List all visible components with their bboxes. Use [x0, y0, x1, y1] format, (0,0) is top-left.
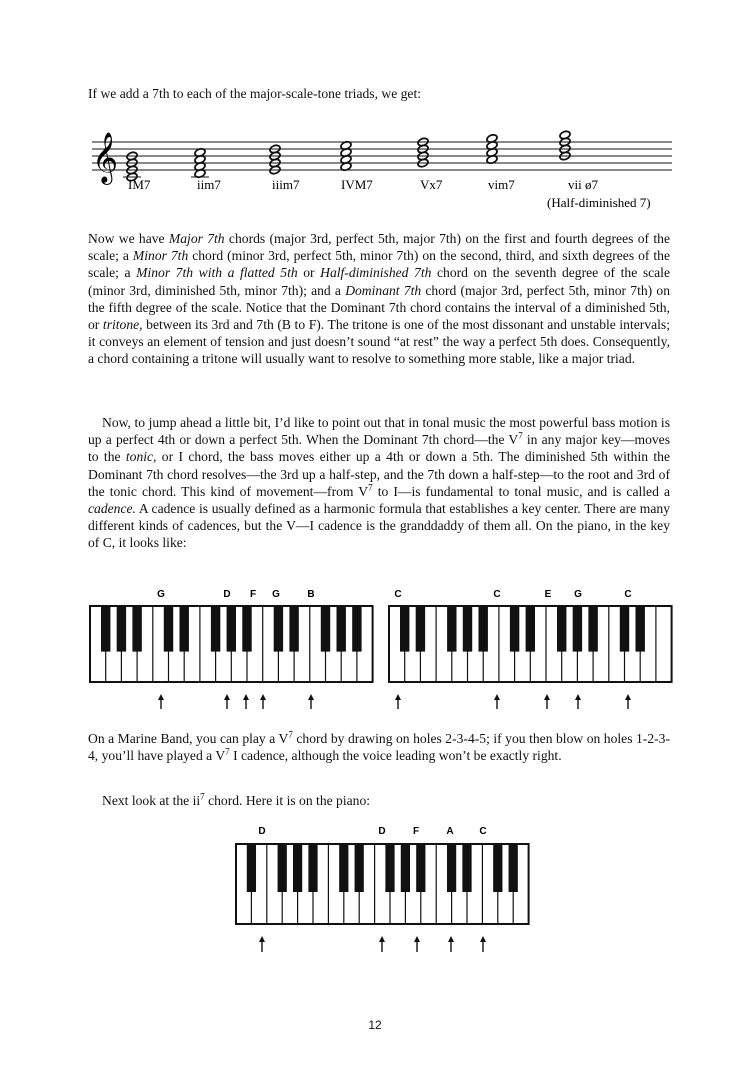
black-key — [247, 844, 256, 892]
staff-lines — [92, 142, 672, 170]
black-key — [416, 606, 425, 652]
text-run: chord (major 3rd, perfect 5th, minor 7th) on the fifth degree of the scale. Notice that the Dominant 7th chord contains the interval of a diminished 5th, or — [88, 282, 670, 333]
note-label: F — [412, 826, 420, 837]
arrow-up-icon — [625, 694, 631, 700]
text-run: to I—is fundamental to tonal music, and is called a — [372, 483, 670, 499]
half-diminished-note: (Half-diminished 7) — [547, 195, 651, 210]
text-run: chords (major 3rd, perfect 5th, major 7th) on the first and fourth degrees of the scale; a — [88, 231, 670, 264]
arrow-up-icon — [395, 694, 401, 700]
piano-keyboard — [235, 818, 530, 953]
paragraph-marine-band — [88, 730, 670, 764]
arrow-up-icon — [544, 694, 550, 700]
chord-label: IVM7 — [341, 177, 373, 192]
black-key — [385, 844, 394, 892]
text-run: Now, to jump ahead a little bit, I’d like to point out that in tonal music the most powerful bass motion is up a perfect 4th or down a perfect 5th. When the Dominant 7th chord—the V — [88, 415, 670, 448]
text-run: A cadence is usually defined as a harmonic formula that establishes a key center. There are many different kinds of cadences, but the V—I cadence is the granddaddy of them all. On the piano, in the key of C, it looks like: — [88, 501, 670, 551]
black-key — [227, 606, 236, 652]
text-run: Now we have — [88, 231, 169, 246]
arrow-up-icon — [158, 694, 164, 700]
black-key — [242, 606, 251, 652]
text-run: Minor 7th with a flatted 5th — [136, 265, 298, 281]
note-label: A — [446, 826, 454, 837]
black-key — [588, 606, 597, 652]
chord-label: vim7 — [488, 177, 515, 192]
arrow-up-icon — [259, 936, 265, 942]
black-key — [132, 606, 141, 652]
text-run: Next look at the ii — [102, 793, 201, 808]
chord-label: iiim7 — [272, 177, 300, 192]
note-label: D — [223, 589, 231, 600]
paragraph-chord-types — [88, 230, 670, 368]
black-key — [620, 606, 629, 652]
paragraph-ii7 — [88, 792, 670, 809]
black-key — [462, 844, 471, 892]
text-run: or I chord, the bass moves either up a 4th or down a 5th. The diminished 5th within the Dominant 7th chord resolves—the 3rd up a half-step, and the 7th down a half-step—to the root and 3rd of the tonic chord. This kind of movement—from V — [88, 449, 671, 499]
chord-label: vii ø7 — [568, 177, 598, 192]
chord-label: Vx7 — [420, 177, 443, 192]
text-run: cadence. — [88, 501, 136, 517]
black-key — [510, 606, 519, 652]
black-key — [289, 606, 298, 652]
black-key — [416, 844, 425, 892]
text-run: Dominant 7th — [345, 282, 422, 298]
black-key — [355, 844, 364, 892]
black-key — [401, 844, 410, 892]
black-key — [447, 606, 456, 652]
note-label: B — [307, 589, 315, 600]
black-key — [293, 844, 302, 892]
black-key — [400, 606, 409, 652]
arrow-up-icon — [448, 936, 454, 942]
text-run: On a Marine Band, you can play a V — [88, 731, 289, 746]
text-run: chord. Here it is on the piano: — [204, 793, 371, 808]
arrow-up-icon — [480, 936, 486, 942]
black-key — [493, 844, 502, 892]
arrow-up-icon — [379, 936, 385, 942]
black-key — [352, 606, 361, 652]
black-key — [447, 844, 456, 892]
text-run: 7 — [288, 729, 293, 740]
black-key — [635, 606, 644, 652]
text-run: Minor 7th — [132, 248, 189, 264]
staff-notation — [88, 118, 678, 213]
black-key — [211, 606, 220, 652]
black-key — [164, 606, 173, 652]
black-key — [573, 606, 582, 652]
text-run: chord on the seventh degree of the scale (minor 3rd, diminished 5th, minor 7th); and a — [88, 265, 670, 298]
text-run: Major 7th — [168, 231, 225, 246]
arrow-up-icon — [308, 694, 314, 700]
text-run: chord (minor 3rd, perfect 5th, minor 7th) on the second, third, and sixth degrees of the scale; a — [88, 248, 670, 281]
black-key — [339, 844, 348, 892]
text-run: in any major key—moves to the — [88, 432, 670, 465]
text-run: 7 — [518, 430, 523, 441]
page-number: 12 — [368, 1018, 382, 1032]
note-label: G — [272, 589, 280, 600]
intro-text: If we add a 7th to each of the major-scale-tone triads, we get: — [88, 86, 422, 101]
text-run: or — [297, 265, 321, 281]
treble-clef-icon: 𝄞 — [92, 133, 119, 182]
note-label: C — [493, 589, 501, 600]
black-key — [463, 606, 472, 652]
black-key — [308, 844, 317, 892]
black-key — [117, 606, 126, 652]
text-run: 7 — [368, 482, 373, 493]
paragraph-cadence — [88, 414, 670, 552]
text-run: Half-diminished 7th — [320, 265, 432, 281]
black-key — [509, 844, 518, 892]
black-key — [321, 606, 330, 652]
text-run: chord by drawing on holes 2-3-4-5; if you then blow on holes 1-2-3-4, you’ll have played a V — [88, 731, 670, 764]
note-label: D — [378, 826, 386, 837]
text-run: tritone, — [102, 317, 143, 333]
note-label: E — [544, 589, 552, 600]
note-label: F — [249, 589, 257, 600]
piano-keyboard — [89, 584, 374, 709]
note-label: C — [624, 589, 632, 600]
text-run: 7 — [225, 746, 230, 757]
arrow-up-icon — [260, 694, 266, 700]
black-key — [478, 606, 487, 652]
note-label: C — [394, 589, 402, 600]
keyboard-v7-chord — [89, 584, 374, 714]
note-label: G — [157, 589, 165, 600]
black-key — [278, 844, 287, 892]
text-run: I cadence, although the voice leading won’t be exactly right. — [229, 748, 562, 764]
black-key — [557, 606, 566, 652]
piano-keyboard — [388, 584, 673, 709]
black-key — [336, 606, 345, 652]
note-label: G — [574, 589, 582, 600]
chord-label: iim7 — [197, 177, 221, 192]
note-label: D — [258, 826, 266, 837]
arrow-up-icon — [414, 936, 420, 942]
arrow-up-icon — [494, 694, 500, 700]
black-key — [274, 606, 283, 652]
black-key — [179, 606, 188, 652]
arrow-up-icon — [224, 694, 230, 700]
text-run: between its 3rd and 7th (B to F). The tritone is one of the most dissonant and unstable intervals; it conveys an element of tension and just doesn’t sound “at rest” the way a perfect 5th does. Consequently, a chord containing a tritone will usually want to resolve to something more stable, like a major triad. — [88, 317, 670, 367]
text-run: tonic, — [125, 449, 157, 465]
black-key — [101, 606, 110, 652]
arrow-up-icon — [575, 694, 581, 700]
chord-label: IM7 — [128, 177, 151, 192]
keyboard-tonic-chord — [388, 584, 673, 714]
black-key — [526, 606, 535, 652]
arrow-up-icon — [243, 694, 249, 700]
keyboard-ii7-chord — [235, 818, 530, 958]
note-label: C — [479, 826, 487, 837]
text-run: 7 — [200, 791, 205, 802]
